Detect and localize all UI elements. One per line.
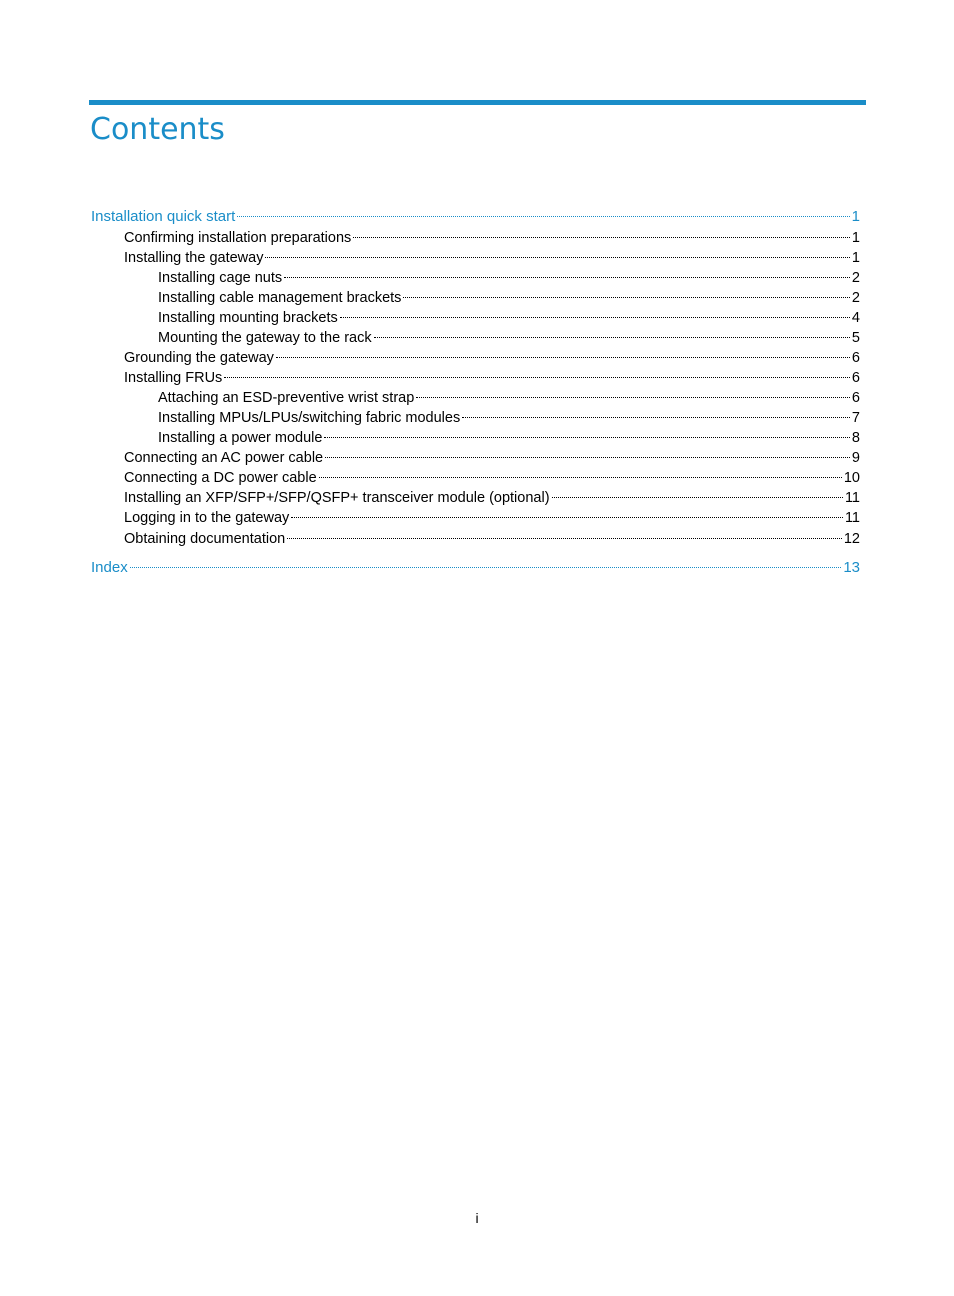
toc-entry-label: Attaching an ESD-preventive wrist strap xyxy=(158,390,415,406)
toc-leader-dots xyxy=(324,437,849,438)
toc-leader-dots xyxy=(353,237,850,238)
toc-entry[interactable] xyxy=(124,248,860,268)
toc-entry-page: 8 xyxy=(851,430,860,446)
toc-entry-page: 4 xyxy=(851,310,860,326)
toc-entry[interactable] xyxy=(158,288,860,308)
toc-entry[interactable] xyxy=(158,328,860,348)
toc-leader-dots xyxy=(374,337,850,338)
toc-entry-label: Index xyxy=(91,559,128,576)
toc-entry-page: 2 xyxy=(851,270,860,286)
toc-entry[interactable] xyxy=(91,207,860,227)
toc-entry-page: 10 xyxy=(843,470,860,486)
toc-entry[interactable] xyxy=(124,468,860,488)
toc-entry-page: 11 xyxy=(844,490,860,506)
toc-entry-label: Connecting an AC power cable xyxy=(124,450,324,466)
toc-entry-label: Installation quick start xyxy=(91,208,236,225)
toc-entry-page: 5 xyxy=(851,330,860,346)
toc-leader-dots xyxy=(325,457,850,458)
toc-entry-page: 13 xyxy=(843,559,860,576)
toc-entry-page: 1 xyxy=(851,208,860,225)
toc-leader-dots xyxy=(462,417,850,418)
toc-entry-label: Installing a power module xyxy=(158,430,323,446)
toc-entry[interactable] xyxy=(124,448,860,468)
toc-entry-page: 6 xyxy=(851,350,860,366)
toc-leader-dots xyxy=(265,257,849,258)
toc-entry[interactable] xyxy=(158,308,860,328)
toc-entry-label: Mounting the gateway to the rack xyxy=(158,330,372,346)
toc-leader-dots xyxy=(552,497,843,498)
toc-entry-label: Installing MPUs/LPUs/switching fabric modules xyxy=(158,410,461,426)
toc-leader-dots xyxy=(276,357,850,358)
toc-entry-page: 6 xyxy=(851,390,860,406)
toc-leader-dots xyxy=(130,567,842,568)
toc-entry-label: Installing FRUs xyxy=(124,370,223,386)
toc-entry-label: Installing an XFP/SFP+/SFP/QSFP+ transceiver module (optional) xyxy=(124,490,550,506)
toc-entry[interactable] xyxy=(158,408,860,428)
toc-entry[interactable] xyxy=(124,488,860,508)
toc-leader-dots xyxy=(416,397,850,398)
toc-entry-page: 7 xyxy=(851,410,860,426)
toc-entry-label: Installing the gateway xyxy=(124,250,264,266)
toc-entry-label: Installing mounting brackets xyxy=(158,310,338,326)
toc-leader-dots xyxy=(291,517,843,518)
toc-entry-page: 2 xyxy=(851,290,860,306)
page-number: i xyxy=(475,1210,479,1226)
toc-entry-page: 9 xyxy=(851,450,860,466)
toc-entry[interactable] xyxy=(124,348,860,368)
toc-entry[interactable] xyxy=(91,558,860,578)
toc-entry[interactable] xyxy=(158,388,860,408)
toc-entry-page: 1 xyxy=(851,250,860,266)
toc-entry-page: 1 xyxy=(851,230,860,246)
toc-entry[interactable] xyxy=(124,368,860,388)
toc-leader-dots xyxy=(403,297,850,298)
toc-entry[interactable] xyxy=(158,268,860,288)
toc-entry-page: 12 xyxy=(843,531,860,547)
toc-entry[interactable] xyxy=(124,529,860,549)
toc-entry-label: Installing cage nuts xyxy=(158,270,283,286)
toc-leader-dots xyxy=(237,216,849,217)
toc-leader-dots xyxy=(224,377,850,378)
toc-entry-page: 6 xyxy=(851,370,860,386)
toc-entry-label: Logging in to the gateway xyxy=(124,510,290,526)
page-title: Contents xyxy=(90,112,225,147)
toc-entry-label: Grounding the gateway xyxy=(124,350,274,366)
toc-entry-label: Confirming installation preparations xyxy=(124,230,352,246)
toc-leader-dots xyxy=(340,317,850,318)
toc-entry-page: 11 xyxy=(844,510,860,526)
toc-entry[interactable] xyxy=(158,428,860,448)
toc-entry-label: Obtaining documentation xyxy=(124,531,286,547)
toc-entry-label: Installing cable management brackets xyxy=(158,290,402,306)
toc-entry[interactable] xyxy=(124,228,860,248)
toc-leader-dots xyxy=(284,277,850,278)
toc-entry[interactable] xyxy=(124,508,860,528)
toc-leader-dots xyxy=(319,477,842,478)
toc-entry-label: Connecting a DC power cable xyxy=(124,470,317,486)
toc-leader-dots xyxy=(287,538,842,539)
